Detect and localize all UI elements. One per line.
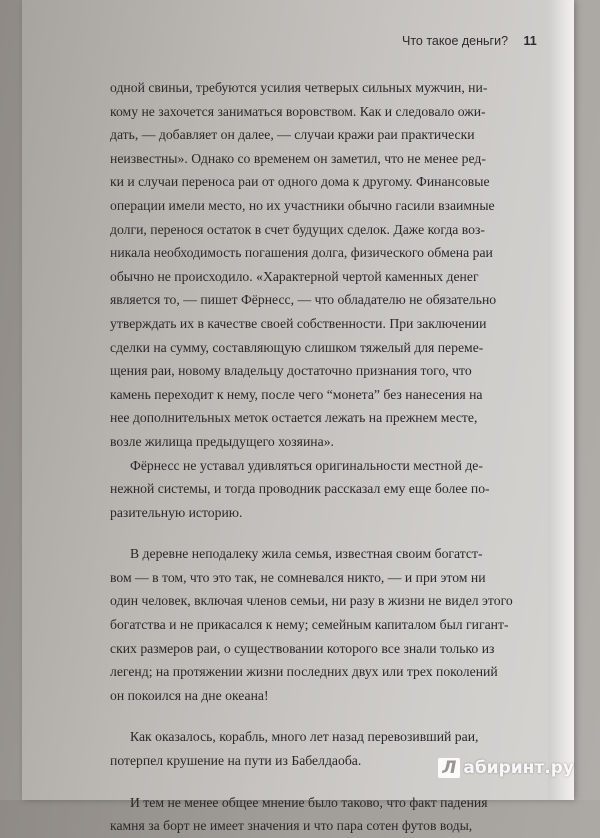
paragraph-4: [110, 791, 530, 838]
text-line: камень переходит к нему, после чего “монета” без нанесения на: [110, 386, 483, 402]
watermark-text: абиринт.ру: [463, 758, 574, 778]
text-line: дать, — добавляет он далее, — случаи кражи раи практически: [110, 127, 475, 143]
text-line: никала необходимость погашения долга, физического обмена раи: [110, 245, 493, 261]
text-line: сделки на сумму, составляющую слишком тяжелый для переме-: [110, 339, 484, 355]
text-line: является то, — пишет Фёрнесс, — что обладателю не обязательно: [110, 292, 497, 308]
text-line: В деревне неподалеку жила семья, известная своим богатст-: [130, 546, 483, 562]
labirint-watermark: [438, 758, 574, 778]
chapter-title: Что такое деньги?: [402, 34, 509, 48]
text-line: кому не захочется заниматься воровством. Как и следовало ожи-: [110, 103, 486, 119]
text-line: нежной системы, и тогда проводник рассказал ему еще более по-: [110, 481, 490, 497]
spacer: [110, 707, 530, 725]
text-line: легенд; на протяжении жизни последних двух или трех поколений: [110, 664, 498, 680]
spacer: [110, 524, 530, 542]
text-line: Как оказалось, корабль, много лет назад перевозивший раи,: [130, 729, 479, 745]
text-line: разительную историю.: [110, 504, 243, 520]
text-line: утверждать их в качестве своей собственности. При заключении: [110, 315, 487, 331]
text-line: вом — в том, что это так, не сомневался никто, — и при этом ни: [110, 569, 486, 585]
text-line: нее дополнительных меток остается лежать на прежнем месте,: [110, 410, 478, 426]
text-line: долги, перенося остаток в счет будущих сделок. Даже когда воз-: [110, 221, 485, 237]
text-line: обычно не происходило. «Характерной чертой каменных денег: [110, 268, 479, 284]
text-line: богатства и не прикасался к нему; семейным капиталом был гигант-: [110, 617, 509, 633]
paragraph-2: [110, 454, 530, 525]
text-line: неизвестны». Однако со временем он заметил, что не менее ред-: [110, 150, 486, 166]
running-header: [402, 34, 537, 48]
text-line: один человек, включая членов семьи, ни разу в жизни не видел этого: [110, 593, 513, 609]
text-line: ских размеров раи, о существовании которого все знали только из: [110, 640, 495, 656]
text-line: Фёрнесс не уставал удивляться оригинальности местной де-: [130, 457, 483, 473]
text-line: операции имели место, но их участники обычно гасили взаимные: [110, 197, 495, 213]
labirint-logo-icon: Л: [438, 758, 460, 778]
text-line: камня за борт не имеет значения и что пара сотен футов воды,: [110, 818, 473, 834]
text-line: возле жилища предыдущего хозяина».: [110, 433, 334, 449]
text-line: он покоился на дне океана!: [110, 687, 269, 703]
block-quote: [110, 542, 530, 707]
text-line: И тем не менее общее мнение было таково, что факт падения: [130, 794, 488, 810]
text-line: ки и случаи переноса раи от одного дома к другому. Финансовые: [110, 174, 490, 190]
page-edge: [548, 0, 574, 800]
text-line: потерпел крушение на пути из Бабелдаоба.: [110, 753, 362, 769]
text-line: щения раи, новому владельцу достаточно признания того, что: [110, 363, 472, 379]
body-text: [110, 76, 530, 838]
page-number: 11: [523, 34, 537, 48]
text-line: одной свиньи, требуются усилия четверых сильных мужчин, ни-: [110, 80, 488, 95]
paragraph-1: [110, 76, 530, 454]
